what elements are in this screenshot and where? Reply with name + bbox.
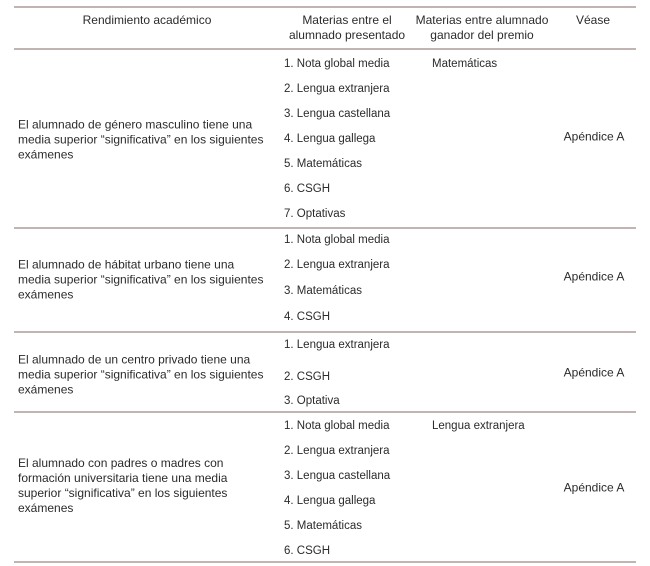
see-reference: Apéndice A (563, 269, 625, 284)
description-line: media superior “significativa” en los siguientes (18, 272, 264, 287)
description-line: exámenes (18, 287, 74, 302)
description-line: El alumnado de género masculino tiene una (18, 117, 253, 132)
table-row (14, 413, 636, 563)
table-row (14, 333, 636, 413)
subject-item: 3. Lengua castellana (284, 108, 391, 120)
description-line: media superior “significativa” en los siguientes (18, 367, 264, 382)
subject-item: 3. Lengua castellana (284, 470, 391, 482)
subject-item: 2. Lengua extranjera (284, 259, 390, 271)
description-line: El alumnado con padres o madres con (18, 456, 224, 470)
header-subjects-presented-line1: Materias entre el (302, 13, 392, 27)
subject-item: 5. Matemáticas (284, 520, 362, 532)
subject-item: 2. CSGH (284, 371, 331, 383)
subject-item: 3. Matemáticas (284, 285, 362, 297)
subject-item: 1. Lengua extranjera (284, 339, 390, 351)
subject-item: 2. Lengua extranjera (284, 445, 390, 457)
header-see: Véase (575, 13, 611, 27)
see-reference: Apéndice A (563, 129, 625, 144)
description-line: media superior “significativa” en los siguientes (18, 132, 264, 147)
subject-item: 1. Nota global media (284, 420, 390, 432)
subject-item: 4. Lengua gallega (284, 495, 376, 507)
row-description (18, 456, 280, 516)
header-subjects-winners-line1: Materias entre alumnado (415, 13, 549, 27)
description-line: exámenes (18, 147, 74, 162)
see-reference: Apéndice A (563, 365, 625, 380)
row-description (18, 118, 280, 163)
subject-item: 5. Matemáticas (284, 158, 362, 170)
description-line: superior “significativa” en los siguientes (18, 486, 228, 500)
header-subjects-presented-line2: alumnado presentado (288, 28, 406, 42)
see-reference: Apéndice A (563, 480, 625, 495)
subject-item: 6. CSGH (284, 545, 331, 557)
subject-item: 6. CSGH (284, 183, 331, 195)
table-row (14, 229, 636, 333)
winner-subject: Matemáticas (432, 58, 498, 70)
description-line: El alumnado de hábitat urbano tiene una (18, 257, 235, 272)
header-subjects-presented (280, 13, 414, 43)
table-row (14, 50, 636, 229)
description-line: El alumnado de un centro privado tiene una (18, 352, 251, 367)
subject-item: 1. Nota global media (284, 234, 390, 246)
subject-item: 3. Optativa (284, 395, 340, 407)
subject-item: 7. Optativas (284, 208, 346, 220)
subject-item: 2. Lengua extranjera (284, 83, 390, 95)
subject-item: 1. Nota global media (284, 58, 390, 70)
description-line: exámenes (18, 501, 74, 515)
header-academic-performance: Rendimiento académico (82, 13, 212, 27)
table-header (14, 6, 636, 50)
subject-item: 4. CSGH (284, 311, 331, 323)
description-line: formación universitaria tiene una media (18, 471, 228, 485)
description-line: exámenes (18, 382, 74, 397)
row-description (18, 258, 280, 303)
subject-item: 4. Lengua gallega (284, 133, 376, 145)
header-subjects-winners (414, 13, 550, 43)
row-description (18, 353, 280, 398)
header-subjects-winners-line2: ganador del premio (430, 28, 534, 42)
winner-subject: Lengua extranjera (432, 420, 525, 432)
results-table (14, 6, 636, 563)
